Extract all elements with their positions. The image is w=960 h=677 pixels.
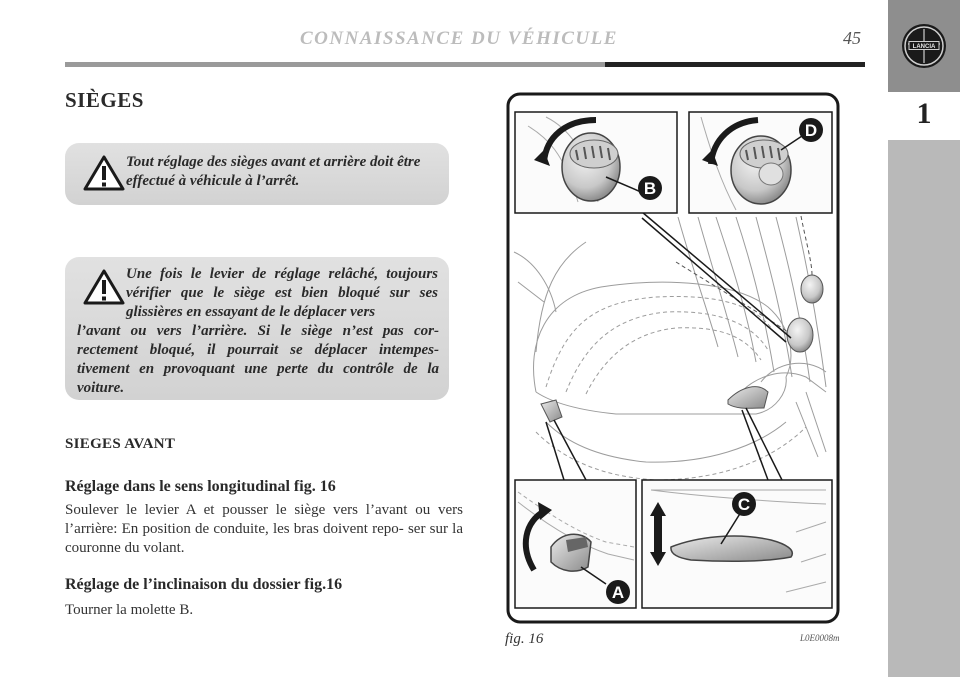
svg-text:LANCIA: LANCIA — [912, 44, 936, 50]
svg-text:B: B — [643, 179, 657, 198]
svg-text:D: D — [804, 121, 818, 140]
section-title: SIÈGES — [65, 88, 144, 112]
callout-d — [799, 118, 823, 142]
callout-b — [638, 176, 662, 200]
warning-text: Tout réglage des sièges avant et arrière doit être effectué à véhicule à l’arrêt. — [126, 154, 421, 189]
heading-longitudinal: Réglage dans le sens longitudinal fig. 16 — [65, 478, 336, 495]
paragraph-inclination: Tourner la molette B. — [65, 602, 194, 618]
header-rule — [65, 62, 865, 67]
paragraph-longitudinal: Soulever le levier A et pousser le siège vers l’avant ou vers l’arrière: En position de conduite, les bras doivent repo- ser sur la couronne du volant. — [65, 502, 463, 556]
warning-text-continued: l’avant ou vers l’arrière. Si le siège n’est pas cor- rectement bloqué, il pourrait se déplacer intempes- tivement en provoquant une perte du contrôle de la voiture. — [77, 323, 439, 396]
heading-inclination: Réglage de l’inclinaison du dossier fig.16 — [65, 576, 343, 593]
page-number: 45 — [843, 28, 861, 48]
lancia-logo-icon — [900, 22, 948, 70]
svg-text:C: C — [737, 495, 751, 514]
figure-code: L0E0008m — [800, 633, 840, 643]
warning-triangle-icon — [83, 269, 125, 305]
callout-a — [606, 580, 630, 604]
subsection-title: SIEGES AVANT — [65, 436, 176, 452]
warning-box — [65, 143, 449, 205]
seat-figure — [506, 92, 840, 624]
warning-text: Une fois le levier de réglage relâché, toujours vérifier que le siège est bien bloqué sur ses glissières en essayant de le déplacer vers — [126, 266, 438, 320]
chapter-number[interactable]: 1 — [916, 97, 932, 130]
warning-triangle-icon — [83, 155, 125, 191]
running-title: CONNAISSANCE DU VÉHICULE — [300, 28, 618, 49]
warning-box — [65, 257, 449, 400]
callout-c — [732, 492, 756, 516]
svg-text:A: A — [611, 583, 625, 602]
figure-caption: fig. 16 — [505, 631, 544, 647]
